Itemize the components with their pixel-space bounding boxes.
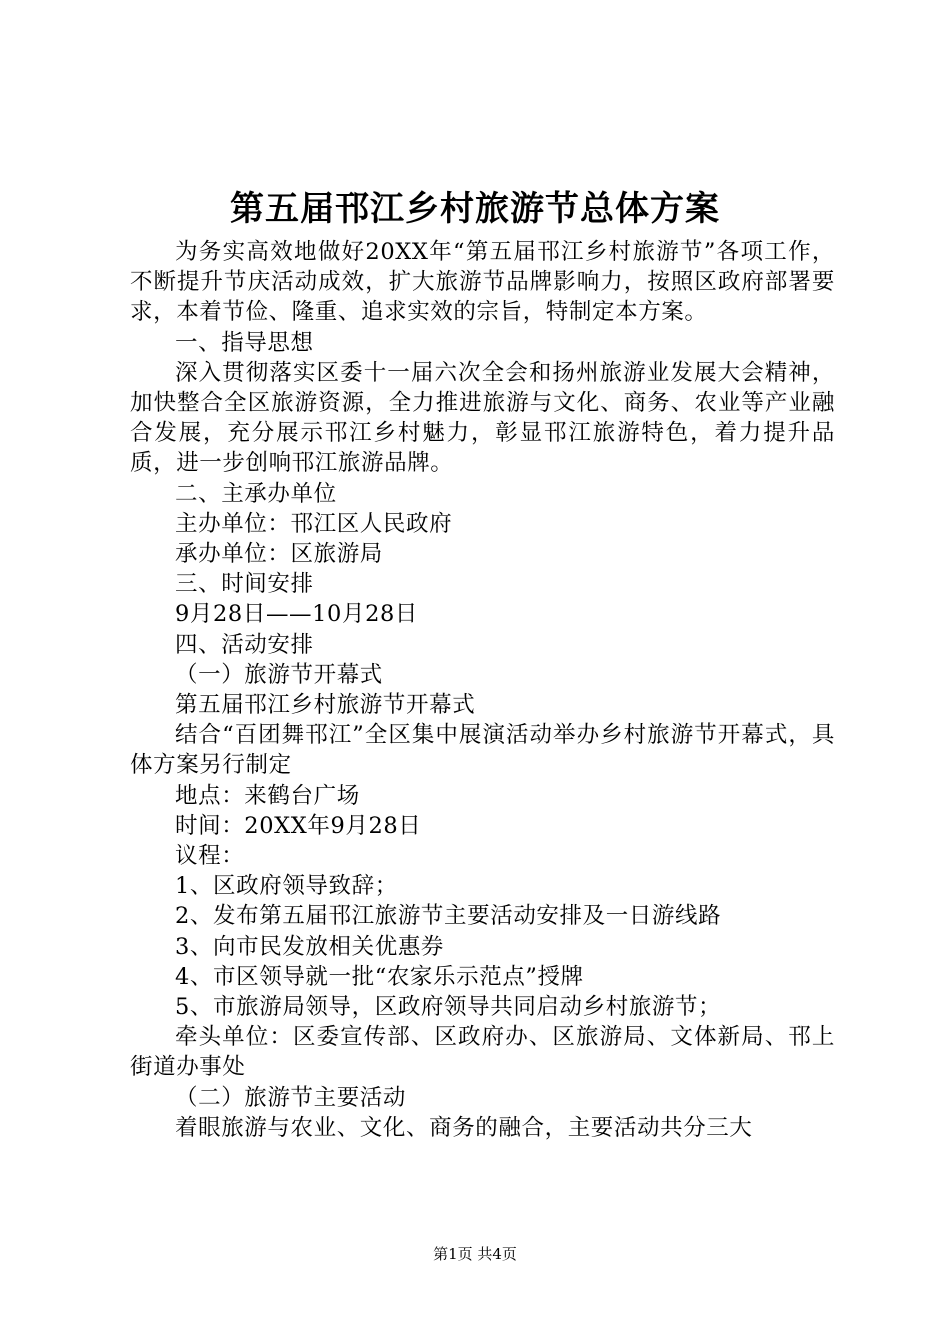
document-body <box>130 237 835 1143</box>
section-heading-guiding-ideology: 一、指导思想 <box>175 329 314 356</box>
subsection-heading-opening-ceremony: （一）旅游节开幕式 <box>175 661 383 688</box>
opening-ceremony-name: 第五届邗江乡村旅游节开幕式 <box>175 692 476 719</box>
organizer-unit-line: 承办单位：区旅游局 <box>175 541 383 568</box>
agenda-item: 3、向市民发放相关优惠券 <box>175 933 445 960</box>
venue-line: 地点：来鹤台广场 <box>175 782 360 809</box>
section-heading-activities: 四、活动安排 <box>175 631 314 658</box>
subsection-heading-main-activities: （二）旅游节主要活动 <box>175 1084 407 1111</box>
page-footer: 第1页 共4页 <box>433 1245 517 1263</box>
lead-units-paragraph: 牵头单位：区委宣传部、区政府办、区旅游局、文体新局、邗上街道办事处 <box>130 1024 835 1081</box>
intro-paragraph: 为务实高效地做好20XX年“第五届邗江乡村旅游节”各项工作，不断提升节庆活动成效，扩大旅游节品牌影响力，按照区政府部署要求，本着节俭、隆重、追求实效的宗旨，特制定本方案。 <box>130 239 835 326</box>
main-activities-paragraph: 着眼旅游与农业、文化、商务的融合，主要活动共分三大 <box>175 1114 753 1141</box>
section-heading-organizers: 二、主承办单位 <box>175 480 337 507</box>
agenda-item: 5、市旅游局领导，区政府领导共同启动乡村旅游节； <box>175 994 722 1021</box>
agenda-item: 1、区政府领导致辞； <box>175 873 398 900</box>
document-title: 第五届邗江乡村旅游节总体方案 <box>230 189 720 229</box>
time-line: 时间：20XX年9月28日 <box>175 812 422 839</box>
guiding-ideology-paragraph: 深入贯彻落实区委十一届六次全会和扬州旅游业发展大会精神，加快整合全区旅游资源，全力推进旅游与文化、商务、农业等产业融合发展，充分展示邗江乡村魅力，彰显邗江旅游特色，着力提升品质，进一步创响邗江旅游品牌。 <box>130 359 835 477</box>
section-heading-schedule: 三、时间安排 <box>175 571 314 598</box>
agenda-item: 2、发布第五届邗江旅游节主要活动安排及一日游线路 <box>175 903 722 930</box>
agenda-heading: 议程： <box>175 843 245 870</box>
opening-ceremony-description: 结合“百团舞邗江”全区集中展演活动举办乡村旅游节开幕式，具体方案另行制定 <box>130 722 835 779</box>
schedule-dates-line: 9月28日——10月28日 <box>175 601 419 628</box>
host-unit-line: 主办单位：邗江区人民政府 <box>175 510 453 537</box>
agenda-item: 4、市区领导就一批“农家乐示范点”授牌 <box>175 963 584 990</box>
